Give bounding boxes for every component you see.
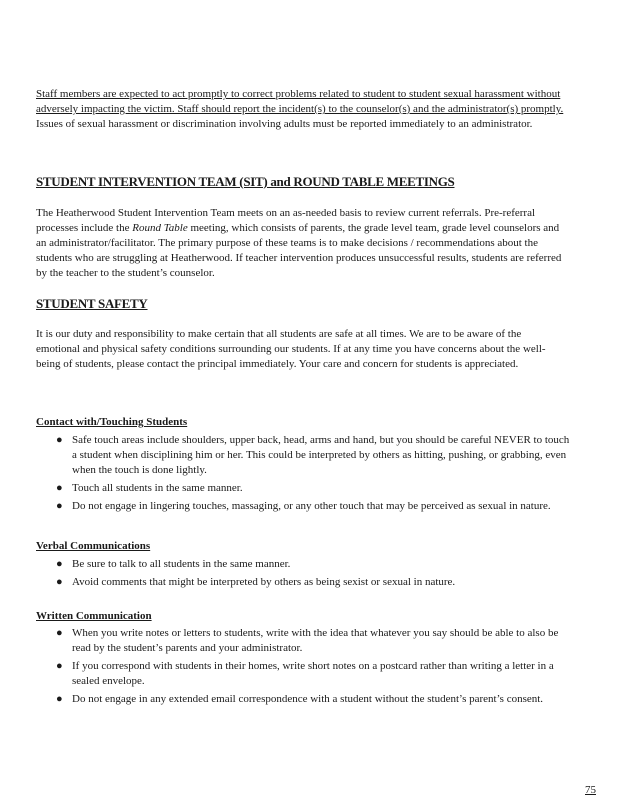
document-page [36, 0, 592, 800]
intro-underlined-text: Staff members are expected to act promptly to correct problems related to student to student sexual harassment without adversely impacting the victim. Staff should report the incident(s) to the counselor(s) and the administrator(s) promptly. [36, 88, 564, 115]
list-item-text: If you correspond with students in their homes, write short notes on a postcard rather than writing a letter in a sealed envelope. [72, 660, 554, 687]
list-item-text: Be sure to talk to all students in the same manner. [72, 558, 291, 570]
bullet-icon: ● [56, 482, 63, 494]
bullet-icon: ● [56, 500, 63, 512]
sit-text-a: The Heatherwood Student Intervention Team meets on an as-needed basis to review current referrals. Pre-referral processes include the [36, 207, 536, 234]
list-item [56, 481, 571, 496]
list-item-text: Avoid comments that might be interpreted by others as being sexist or sexual in nature. [72, 576, 456, 588]
safety-paragraph: It is our duty and responsibility to make certain that all students are safe at all times. We are to be aware of the emotional and physical safety conditions surrounding our students. If at any time you have concerns about the well-being of students, please contact the principal immediately. Your care and concern for students is appreciated. [36, 328, 546, 370]
list-item-text: Do not engage in any extended email correspondence with a student without the student’s parent’s consent. [72, 693, 544, 705]
list-item [56, 557, 571, 572]
list-item-text: Safe touch areas include shoulders, upper back, head, arms and hand, but you should be careful NEVER to touch a student when disciplining him or her. This could be interpreted by others as hitting, pushing, or grabbing, even when the touch is done lightly. [72, 434, 570, 476]
list-item [56, 499, 571, 514]
list-item [56, 692, 571, 707]
bullet-icon: ● [56, 660, 63, 672]
list-item [56, 433, 571, 478]
sit-heading: STUDENT INTERVENTION TEAM (SIT) and ROUND TABLE MEETINGS [36, 174, 455, 189]
sit-paragraph [36, 206, 564, 281]
sit-text-b: meeting, which consists of parents, the grade level team, grade level counselors and an administrator/facilitator. The primary purpose of these teams is to make decisions / recommendations about the students who are struggling at Heatherwood. If teacher intervention produces unsuccessful results, students are referred by the teacher to the student’s counselor. [36, 222, 562, 279]
bullet-icon: ● [56, 558, 63, 570]
written-list [56, 626, 571, 710]
bullet-icon: ● [56, 693, 63, 705]
contact-heading: Contact with/Touching Students [36, 416, 188, 428]
intro-paragraph [36, 87, 566, 132]
list-item-text: When you write notes or letters to students, write with the idea that whatever you say should be able to also be read by the student’s parents and your administrator. [72, 627, 559, 654]
list-item-text: Do not engage in lingering touches, massaging, or any other touch that may be perceived as sexual in nature. [72, 500, 551, 512]
page-number: 75 [585, 784, 596, 796]
contact-list [56, 433, 571, 517]
sit-italic-text: Round Table [132, 222, 188, 234]
written-heading: Written Communication [36, 610, 152, 622]
list-item [56, 659, 571, 689]
intro-rest-text: Issues of sexual harassment or discrimination involving adults must be reported immediately to an administrator. [36, 118, 533, 130]
bullet-icon: ● [56, 434, 63, 446]
bullet-icon: ● [56, 576, 63, 588]
list-item-text: Touch all students in the same manner. [72, 482, 243, 494]
list-item [56, 575, 571, 590]
safety-heading: STUDENT SAFETY [36, 296, 148, 311]
verbal-list [56, 557, 571, 593]
bullet-icon: ● [56, 627, 63, 639]
verbal-heading: Verbal Communications [36, 540, 151, 552]
list-item [56, 626, 571, 656]
